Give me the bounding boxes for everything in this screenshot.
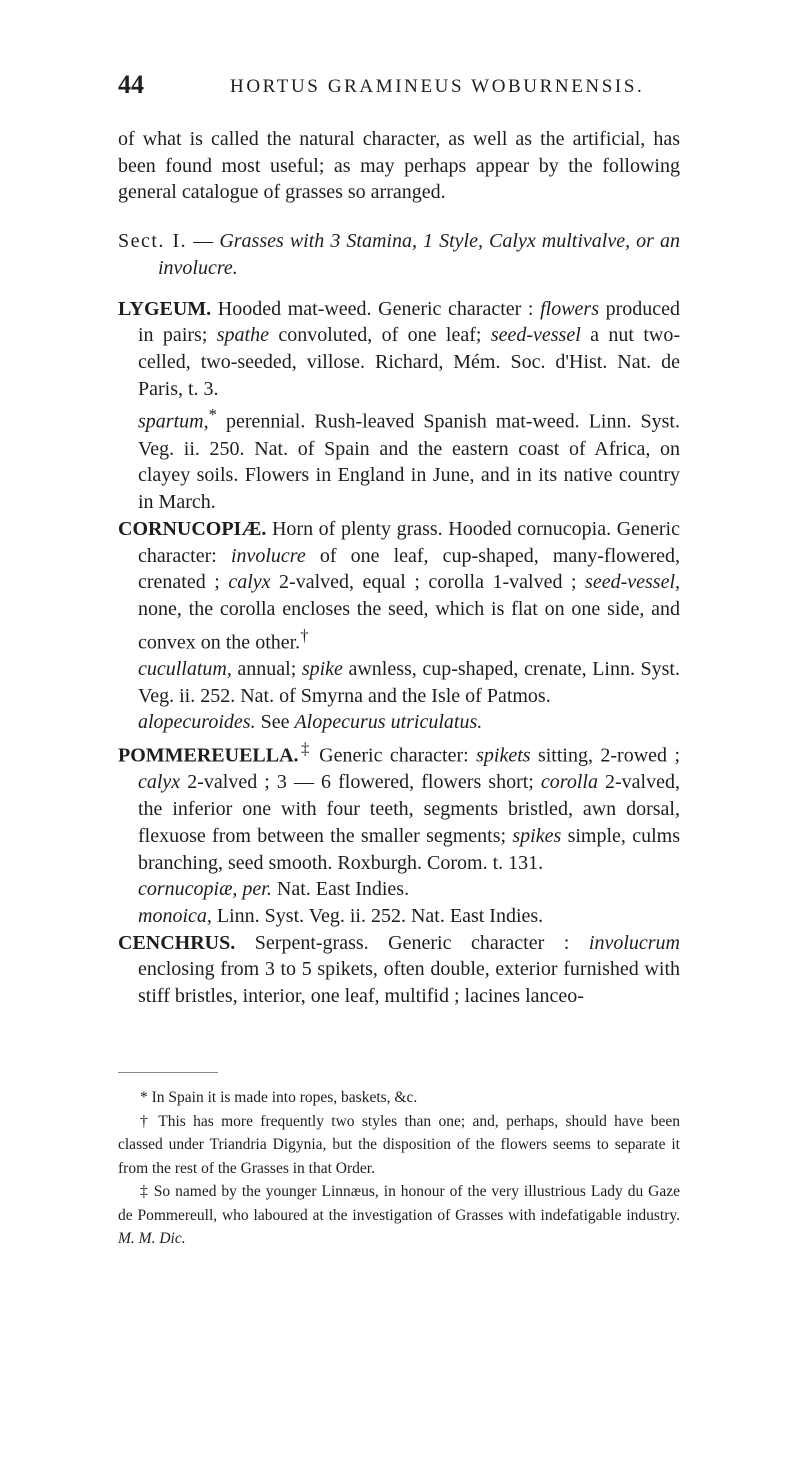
footnote: * In Spain it is made into ropes, baskets, &c.	[140, 1089, 418, 1106]
footnotes	[118, 1086, 680, 1251]
genus-name: LYGEUM.	[118, 297, 212, 320]
genus-name: CENCHRUS.	[118, 931, 236, 954]
species-entry-cucullatum: cucullatum, annual; spike awnless, cup-shaped, crenate, Linn. Syst. Veg. ii. 252. Nat. of Smyrna and the Isle of Patmos.	[138, 657, 680, 707]
footnote-mark: ‡	[140, 1183, 149, 1200]
footnote: ‡ So named by the younger Linnæus, in honour of the very illustrious Lady du Gaze de Pommereull, who laboured at the investigation of Grasses with indefatigable industry. M. M. Dic.	[118, 1183, 681, 1247]
footnote-mark: †	[140, 1112, 152, 1130]
genus-entry-cornucopiae: CORNUCOPIÆ. Horn of plenty grass. Hooded cornucopia. Generic character: involucre of one leaf, cup-shaped, many-flowered, crenated ; calyx 2-valved, equal ; corolla 1-valved ; seed-vessel, none, the corolla encloses the seed, which is flat on one side, and convex on the other.†	[118, 517, 681, 654]
footnote-ref: *	[208, 405, 217, 425]
signature: M. M. Dic.	[118, 1230, 186, 1247]
species-name: spartum,	[138, 410, 209, 433]
footnote-ref: †	[300, 625, 309, 645]
species-name: cucullatum,	[138, 657, 232, 680]
species-entry-cornucopiae: cornucopiæ, per. Nat. East Indies.	[138, 878, 410, 901]
genus-entry-cenchrus: CENCHRUS. Serpent-grass. Generic character : involucrum enclosing from 3 to 5 spikets, often double, exterior furnished with stiff bristles, interior, one leaf, multifid ; lacines lanceo-	[118, 931, 680, 1008]
footnote-mark: *	[140, 1089, 148, 1106]
footnote-ref: ‡	[298, 739, 312, 759]
footnote-divider	[118, 1072, 218, 1073]
cross-reference: Alopecurus utriculatus.	[294, 711, 483, 734]
species-entry-monoica: monoica, Linn. Syst. Veg. ii. 252. Nat. East Indies.	[138, 904, 544, 927]
species-name: monoica,	[138, 904, 212, 927]
page-header	[118, 70, 678, 110]
running-title: HORTUS GRAMINEUS WOBURNENSIS.	[230, 76, 645, 97]
section-heading: Sect. I. — Grasses with 3 Stamina, 1 Style, Calyx multivalve, or an involucre.	[118, 230, 680, 279]
genus-entry-lygeum: LYGEUM. Hooded mat-weed. Generic character : flowers produced in pairs; spathe convoluted, of one leaf; seed-vessel a nut two-celled, two-seeded, villose. Richard, Mém. Soc. d'Hist. Nat. de Paris, t. 3.	[118, 297, 681, 400]
section-title: Grasses with 3 Stamina, 1 Style, Calyx multivalve, or an involucre.	[158, 230, 680, 279]
section-label: Sect. I.	[118, 230, 188, 253]
genus-name: CORNUCOPIÆ.	[118, 517, 267, 540]
genus-name: POMMEREUELLA.	[118, 744, 299, 767]
footnote: † This has more frequently two styles than one; and, perhaps, should have been classed under Triandria Digynia, but the disposition of the flowers seems to separate it from the rest of the Grasses in that Order.	[118, 1112, 680, 1177]
species-entry-alopecuroides: alopecuroides. See Alopecurus utriculatus.	[138, 711, 483, 734]
page-number: 44	[118, 70, 144, 99]
species-name: cornucopiæ, per.	[138, 878, 272, 901]
species-entry-spartum: spartum,* perennial. Rush-leaved Spanish mat-weed. Linn. Syst. Veg. ii. 250. Nat. of Spain and the eastern coast of Africa, on clayey soils. Flowers in England in June, and in its native country in March.	[138, 405, 680, 514]
intro-paragraph: of what is called the natural character, as well as the artificial, has been found most useful; as may perhaps appear by the following general catalogue of grasses so arranged.	[118, 128, 680, 204]
main-text	[118, 126, 680, 1010]
species-name: alopecuroides.	[138, 711, 256, 734]
genus-entry-pommereuella: POMMEREUELLA.‡ Generic character: spikets sitting, 2-rowed ; calyx 2-valved ; 3 — 6 flowered, flowers short; corolla 2-valved, the inferior one with four teeth, segments bristled, awn dorsal, flexuose from between the smaller segments; spikes simple, culms branching, seed smooth. Roxburgh. Corom. t. 131.	[118, 739, 681, 874]
